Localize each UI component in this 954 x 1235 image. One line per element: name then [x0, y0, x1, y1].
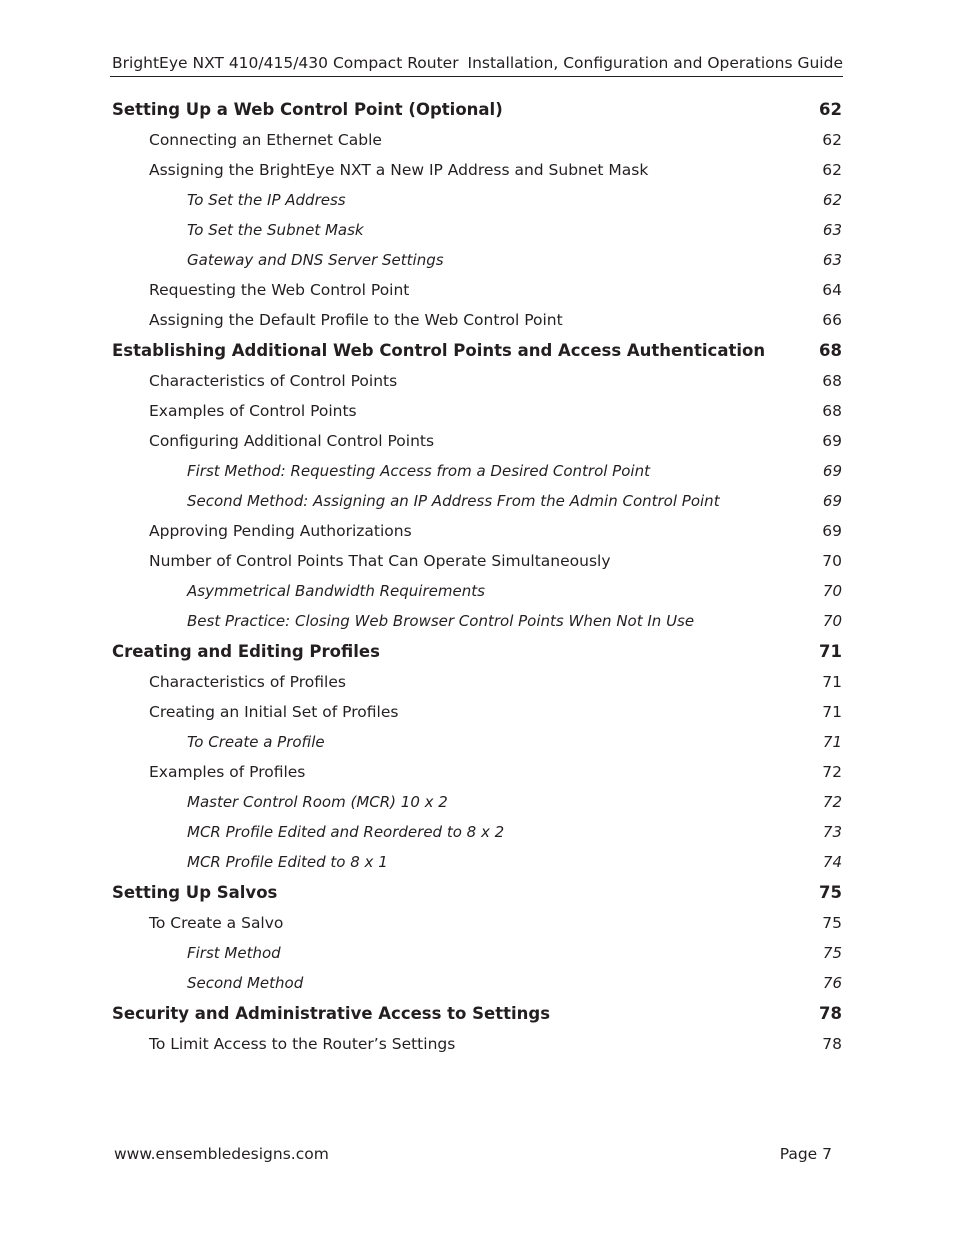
- toc-entry-title[interactable]: Establishing Additional Web Control Points and Access Authentication: [112, 341, 766, 360]
- toc-entry-page-number: 75: [819, 883, 842, 902]
- toc-entry-level-3[interactable]: [112, 185, 842, 215]
- toc-entry-level-2[interactable]: [112, 1029, 842, 1059]
- header-guide-title: Installation, Configuration and Operations Guide: [467, 54, 843, 72]
- toc-entry-title[interactable]: Number of Control Points That Can Operate Simultaneously: [149, 552, 611, 570]
- toc-entry-level-2[interactable]: [112, 697, 842, 727]
- toc-entry-page-number: 76: [822, 974, 842, 992]
- toc-entry-level-1[interactable]: [112, 877, 842, 908]
- header-product-title: BrightEye NXT 410/415/430 Compact Router: [112, 54, 459, 72]
- toc-entry-title[interactable]: To Set the IP Address: [187, 191, 346, 209]
- toc-entry-level-3[interactable]: [112, 727, 842, 757]
- toc-entry-level-3[interactable]: [112, 576, 842, 606]
- toc-entry-title[interactable]: Gateway and DNS Server Settings: [187, 251, 444, 269]
- table-of-contents: [112, 94, 842, 1059]
- toc-entry-page-number: 69: [822, 492, 842, 510]
- toc-entry-level-2[interactable]: [112, 426, 842, 456]
- toc-entry-level-2[interactable]: [112, 275, 842, 305]
- toc-entry-page-number: 71: [822, 733, 842, 751]
- toc-entry-page-number: 78: [822, 1035, 842, 1053]
- toc-entry-title[interactable]: Setting Up Salvos: [112, 883, 278, 902]
- toc-entry-page-number: 78: [819, 1004, 842, 1023]
- toc-entry-title[interactable]: Assigning the Default Profile to the Web Control Point: [149, 311, 563, 329]
- toc-entry-title[interactable]: Approving Pending Authorizations: [149, 522, 412, 540]
- toc-entry-title[interactable]: Creating and Editing Profiles: [112, 642, 380, 661]
- toc-entry-level-1[interactable]: [112, 335, 842, 366]
- toc-entry-level-2[interactable]: [112, 155, 842, 185]
- toc-entry-title[interactable]: Asymmetrical Bandwidth Requirements: [187, 582, 485, 600]
- toc-entry-title[interactable]: MCR Profile Edited and Reordered to 8 x 2: [187, 823, 505, 841]
- toc-entry-title[interactable]: To Create a Profile: [187, 733, 325, 751]
- toc-entry-page-number: 73: [822, 823, 842, 841]
- footer-website-link[interactable]: www.ensembledesigns.com: [114, 1145, 329, 1163]
- toc-entry-page-number: 75: [822, 914, 842, 932]
- toc-entry-page-number: 66: [822, 311, 842, 329]
- toc-entry-title[interactable]: Second Method: Assigning an IP Address From the Admin Control Point: [187, 492, 720, 510]
- toc-entry-title[interactable]: MCR Profile Edited to 8 x 1: [187, 853, 388, 871]
- toc-entry-title[interactable]: To Limit Access to the Router’s Settings: [149, 1035, 456, 1053]
- toc-entry-title[interactable]: Characteristics of Control Points: [149, 372, 398, 390]
- toc-entry-page-number: 68: [819, 341, 842, 360]
- toc-entry-title[interactable]: To Create a Salvo: [149, 914, 284, 932]
- toc-entry-level-2[interactable]: [112, 667, 842, 697]
- toc-entry-title[interactable]: Requesting the Web Control Point: [149, 281, 410, 299]
- page-header: [110, 52, 843, 77]
- toc-entry-title[interactable]: Master Control Room (MCR) 10 x 2: [187, 793, 448, 811]
- toc-entry-title[interactable]: Security and Administrative Access to Settings: [112, 1004, 551, 1023]
- toc-entry-page-number: 71: [822, 673, 842, 691]
- toc-entry-page-number: 68: [822, 402, 842, 420]
- toc-entry-level-2[interactable]: [112, 305, 842, 335]
- toc-entry-level-2[interactable]: [112, 396, 842, 426]
- toc-entry-level-3[interactable]: [112, 606, 842, 636]
- toc-entry-title[interactable]: Characteristics of Profiles: [149, 673, 346, 691]
- toc-entry-level-3[interactable]: [112, 456, 842, 486]
- toc-entry-level-2[interactable]: [112, 125, 842, 155]
- toc-entry-page-number: 71: [819, 642, 842, 661]
- toc-entry-page-number: 62: [819, 100, 842, 119]
- toc-entry-title[interactable]: Best Practice: Closing Web Browser Control Points When Not In Use: [187, 612, 695, 630]
- toc-entry-level-3[interactable]: [112, 938, 842, 968]
- toc-entry-page-number: 72: [822, 763, 842, 781]
- toc-entry-level-3[interactable]: [112, 245, 842, 275]
- toc-entry-level-2[interactable]: [112, 546, 842, 576]
- toc-entry-title[interactable]: Configuring Additional Control Points: [149, 432, 435, 450]
- toc-entry-level-3[interactable]: [112, 787, 842, 817]
- toc-entry-page-number: 72: [822, 793, 842, 811]
- toc-entry-page-number: 62: [822, 131, 842, 149]
- toc-entry-level-1[interactable]: [112, 94, 842, 125]
- toc-entry-page-number: 71: [822, 703, 842, 721]
- toc-entry-level-3[interactable]: [112, 968, 842, 998]
- footer-page-number: Page 7: [779, 1145, 832, 1163]
- toc-entry-level-1[interactable]: [112, 998, 842, 1029]
- toc-entry-title[interactable]: First Method: Requesting Access from a Desired Control Point: [187, 462, 650, 480]
- toc-entry-level-3[interactable]: [112, 847, 842, 877]
- toc-entry-title[interactable]: Second Method: [187, 974, 304, 992]
- toc-entry-page-number: 75: [822, 944, 842, 962]
- toc-entry-title[interactable]: First Method: [187, 944, 281, 962]
- toc-entry-title[interactable]: Examples of Profiles: [149, 763, 306, 781]
- toc-entry-page-number: 69: [822, 522, 842, 540]
- toc-entry-title[interactable]: To Set the Subnet Mask: [187, 221, 364, 239]
- toc-entry-level-3[interactable]: [112, 215, 842, 245]
- toc-entry-page-number: 69: [822, 432, 842, 450]
- toc-entry-level-2[interactable]: [112, 516, 842, 546]
- toc-entry-level-3[interactable]: [112, 817, 842, 847]
- toc-entry-title[interactable]: Examples of Control Points: [149, 402, 357, 420]
- toc-entry-title[interactable]: Creating an Initial Set of Profiles: [149, 703, 399, 721]
- toc-entry-page-number: 62: [822, 191, 842, 209]
- toc-entry-page-number: 70: [822, 552, 842, 570]
- toc-entry-page-number: 70: [822, 582, 842, 600]
- toc-entry-level-2[interactable]: [112, 366, 842, 396]
- toc-entry-title[interactable]: Setting Up a Web Control Point (Optional): [112, 100, 503, 119]
- toc-entry-level-3[interactable]: [112, 486, 842, 516]
- toc-entry-page-number: 62: [822, 161, 842, 179]
- toc-entry-page-number: 69: [822, 462, 842, 480]
- toc-entry-page-number: 74: [822, 853, 842, 871]
- toc-entry-level-2[interactable]: [112, 757, 842, 787]
- toc-entry-title[interactable]: Assigning the BrightEye NXT a New IP Address and Subnet Mask: [149, 161, 649, 179]
- toc-entry-page-number: 68: [822, 372, 842, 390]
- toc-entry-page-number: 63: [822, 221, 842, 239]
- toc-entry-page-number: 70: [822, 612, 842, 630]
- toc-entry-title[interactable]: Connecting an Ethernet Cable: [149, 131, 382, 149]
- toc-entry-level-1[interactable]: [112, 636, 842, 667]
- toc-entry-level-2[interactable]: [112, 908, 842, 938]
- toc-entry-page-number: 63: [822, 251, 842, 269]
- toc-entry-page-number: 64: [822, 281, 842, 299]
